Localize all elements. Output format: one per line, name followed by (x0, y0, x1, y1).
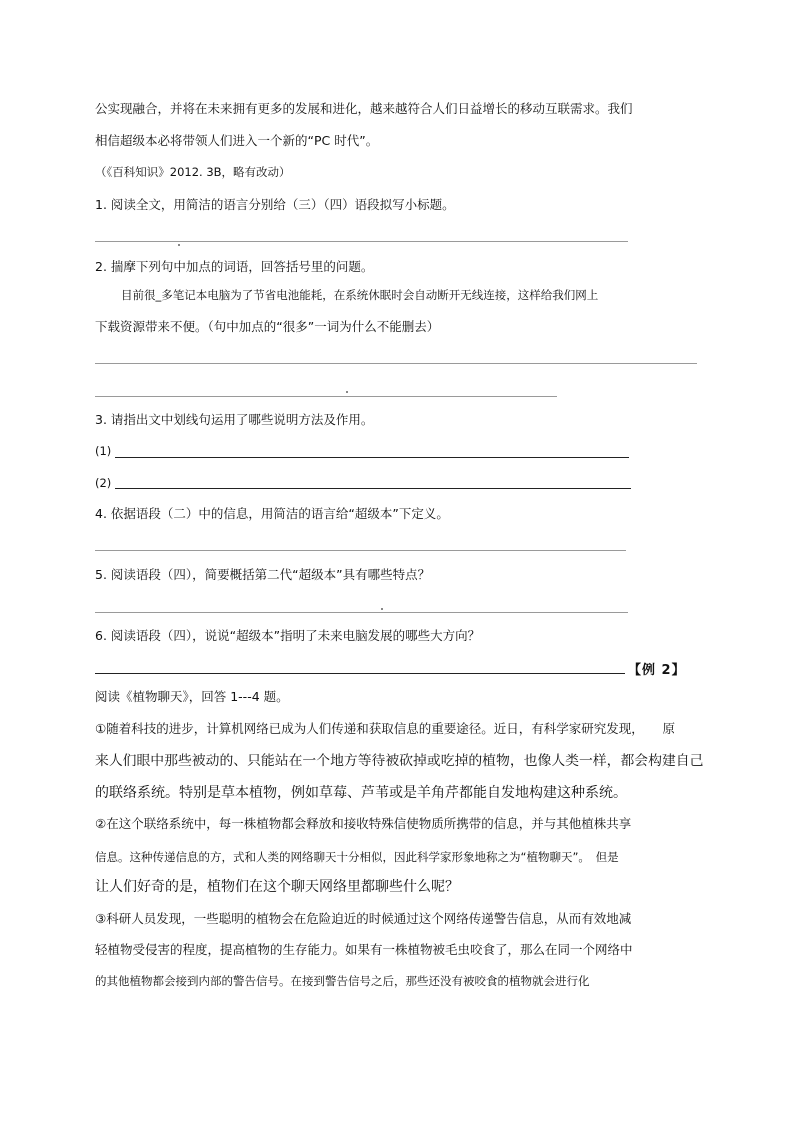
scan-speck (178, 244, 180, 246)
answer-line-q3-2[interactable] (115, 488, 631, 489)
answer-line-q1[interactable] (95, 241, 628, 242)
answer-line-q4[interactable] (95, 550, 626, 551)
question-4: 4. 依据语段（二）中的信息，用简洁的语言给“超级本”下定义。 (95, 506, 449, 521)
passage-line-1: 公实现融合，并将在未来拥有更多的发展和进化，越来越符合人们日益增长的移动互联需求。我们 (95, 101, 633, 116)
answer-line-q5[interactable] (95, 612, 628, 613)
paragraph-3-line-1: ③科研人员发现，一些聪明的植物会在危险迫近的时候通过这个网络传递警告信息，从而有效地减 (95, 911, 632, 926)
paragraph-3-line-3: 的其他植物都会接到内部的警告信号。在接到警告信号之后，那些还没有被咬食的植物就会进行化 (95, 974, 590, 988)
paragraph-1-line-2: 来人们眼中那些被动的、只能站在一个地方等待被砍掉或吃掉的植物，也像人类一样，都会构建自己 (95, 753, 704, 769)
scan-speck (381, 608, 383, 610)
paragraph-2-line-2: 信息。这种传递信息的方，式和人类的网络聊天十分相似，因此科学家形象地称之为“植物聊天”。 但是 (95, 850, 619, 864)
example-2-tag: 【例 2】 (628, 663, 686, 678)
question-3: 3. 请指出文中划线句运用了哪些说明方法及作用。 (95, 412, 374, 427)
passage-line-2: 相信超级本必将带领人们进入一个新的“PC 时代”。 (95, 133, 379, 148)
question-3-blank-2-label: (2) (95, 476, 112, 490)
answer-line-q2-a[interactable] (95, 363, 697, 364)
example-2-intro: 阅读《植物聊天》，回答 1---4 题。 (95, 689, 289, 704)
answer-line-q2-b[interactable] (95, 396, 557, 397)
paragraph-1-line-1: ①随着科技的进步，计算机网络已成为人们传递和获取信息的重要途径。近日，有科学家研究发现， 原 (95, 721, 675, 736)
question-2-quote-line-2: 下载资源带来不便。（句中加点的“很多”一词为什么不能删去） (95, 319, 440, 334)
question-2-quote-line-1: 目前很_多笔记本电脑为了节省电池能耗，在系统休眠时会自动断开无线连接，这样给我们网上 (121, 288, 599, 302)
question-5: 5. 阅读语段（四），简要概括第二代“超级本”具有哪些特点？ (95, 567, 431, 582)
question-3-blank-1-label: (1) (95, 444, 112, 458)
passage-source: （《百科知识》2012. 3B，略有改动） (95, 165, 291, 179)
question-1: 1. 阅读全文，用简洁的语言分别给（三）（四）语段拟写小标题。 (95, 197, 455, 212)
paragraph-3-line-2: 轻植物受侵害的程度，提高植物的生存能力。如果有一株植物被毛虫咬食了，那么在同一个网络中 (95, 942, 633, 957)
paragraph-1-line-3: 的联络系统。特别是草本植物，例如草莓、芦苇或是羊角芹都能自发地构建这种系统。 (95, 785, 627, 801)
answer-line-q6[interactable] (95, 673, 625, 674)
paragraph-2-line-1: ②在这个联络系统中，每一株植物都会释放和接收特殊信使物质所携带的信息，并与其他植株共享 (95, 816, 632, 831)
paragraph-2-line-3: 让人们好奇的是，植物们在这个聊天网络里都聊些什么呢？ (95, 879, 459, 895)
question-2: 2. 揣摩下列句中加点的词语，回答括号里的问题。 (95, 259, 374, 274)
question-6: 6. 阅读语段（四），说说“超级本”指明了未来电脑发展的哪些大方向？ (95, 628, 481, 643)
scan-speck (346, 391, 348, 393)
answer-line-q3-1[interactable] (115, 457, 629, 458)
